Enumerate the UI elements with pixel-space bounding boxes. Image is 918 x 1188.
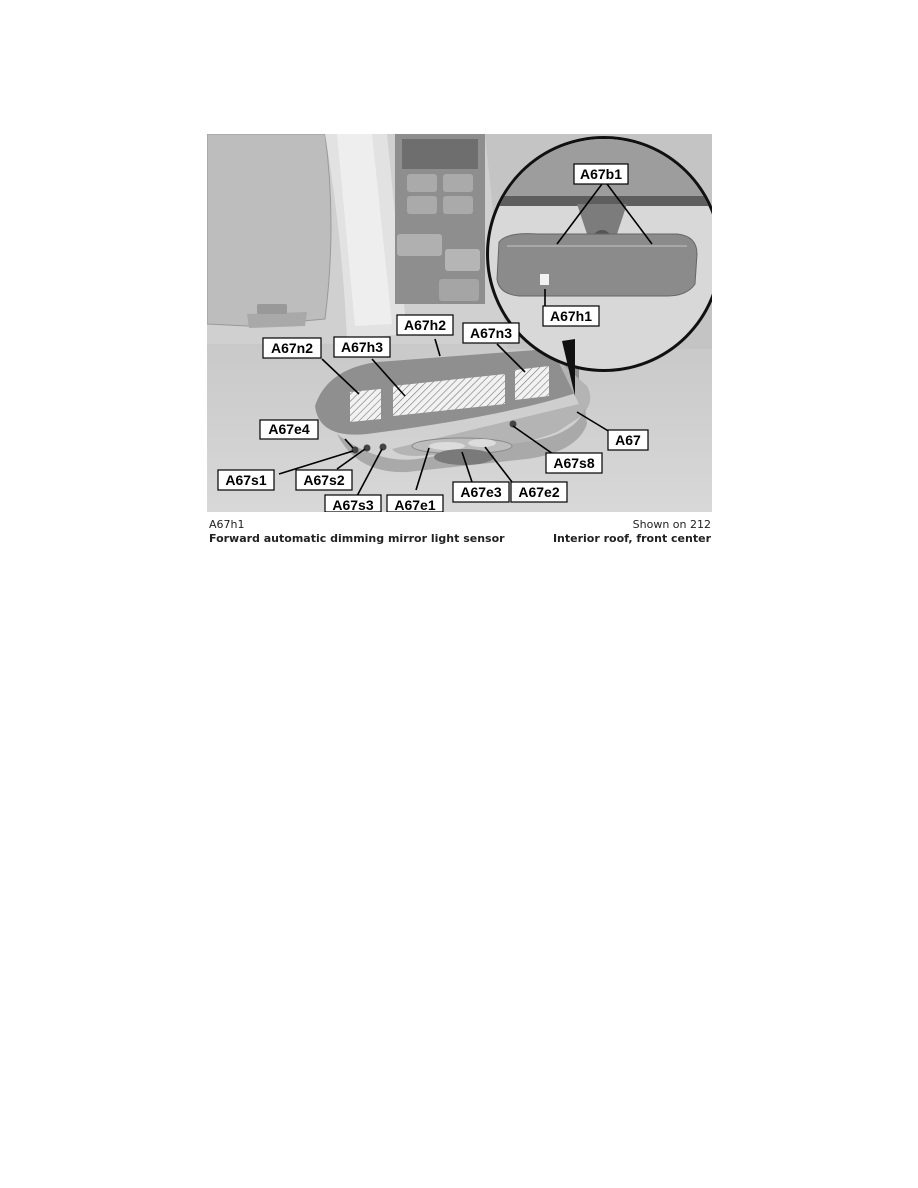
callout-A67s3: A67s3 [332,497,374,512]
callout-A67n3: A67n3 [469,325,513,341]
component-name: Forward automatic dimming mirror light sensor [209,532,505,545]
callout-A67b1: A67b1 [579,166,623,182]
callout-A67e2: A67e2 [518,484,560,500]
callout-A67h3: A67h3 [340,339,384,355]
shown-on-reference: Shown on 212 [632,518,711,531]
callout-A67h2: A67h2 [403,317,447,333]
callout-A67s8: A67s8 [553,455,595,471]
callout-A67e3: A67e3 [460,484,502,500]
callout-A67s1: A67s1 [225,472,267,488]
callout-A67n2: A67n2 [270,340,314,356]
component-code: A67h1 [209,518,245,531]
component-location: Interior roof, front center [552,532,711,545]
callout-A67s2: A67s2 [303,472,345,488]
callout-A67: A67 [615,432,641,448]
component-location-figure [207,134,712,512]
callout-A67e1: A67e1 [394,497,436,512]
callout-A67e4: A67e4 [268,421,310,437]
callout-A67h1: A67h1 [549,308,593,324]
